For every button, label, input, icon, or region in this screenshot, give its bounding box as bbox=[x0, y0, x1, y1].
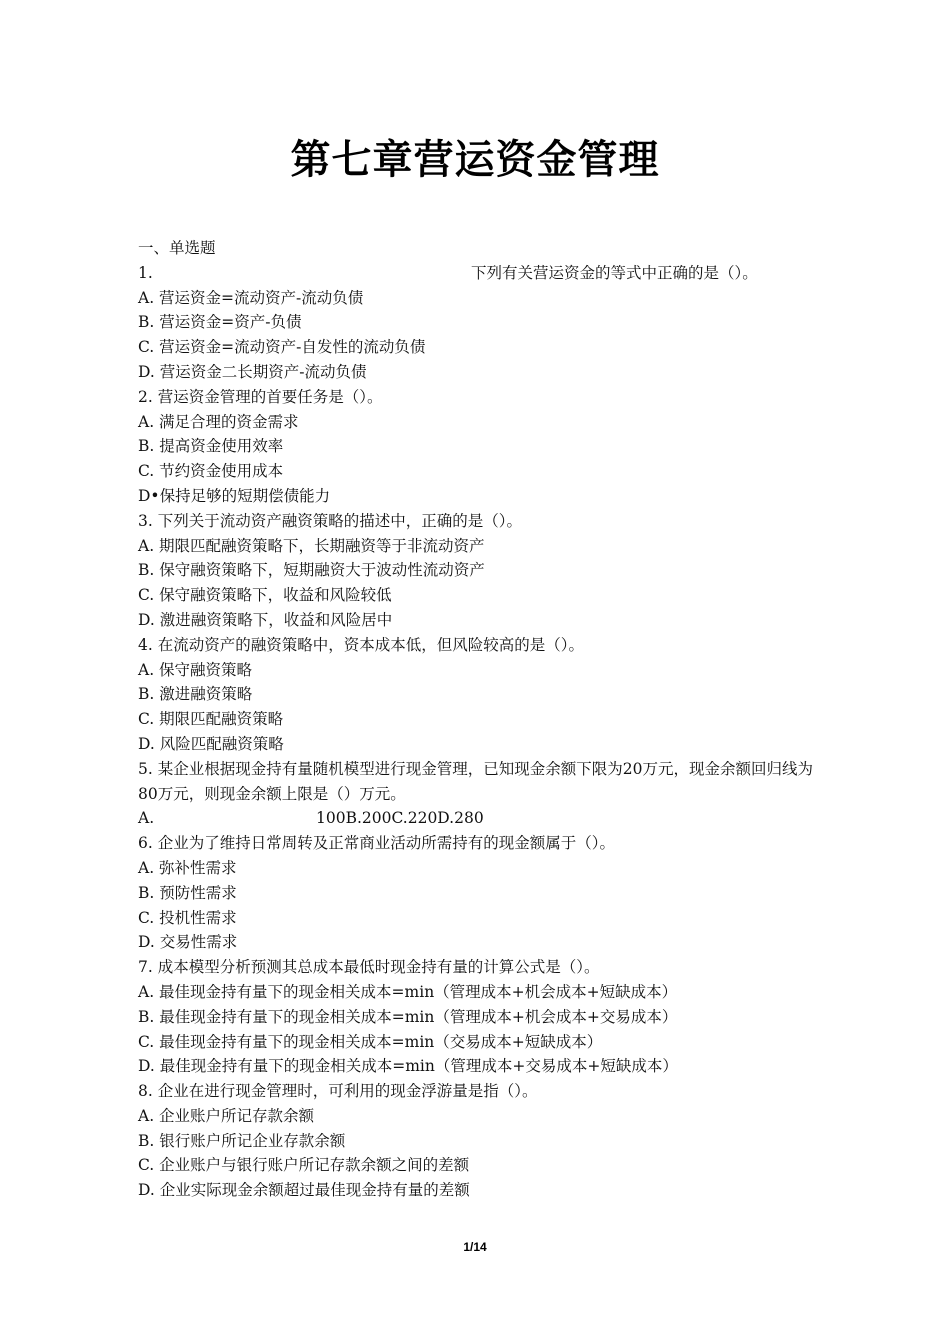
text-line: D. 交易性需求 bbox=[138, 933, 238, 952]
text-line: A. 企业账户所记存款余额 bbox=[138, 1106, 315, 1125]
text-line: C. 保守融资策略下，收益和风险较低 bbox=[138, 586, 392, 605]
section-heading: 一、单选题 bbox=[138, 239, 216, 257]
text-line: B. 提高资金使用效率 bbox=[138, 437, 284, 456]
page-number: 1/14 bbox=[463, 1240, 487, 1254]
page-title: 第七章营运资金管理 bbox=[290, 137, 660, 183]
text-line: A. 最佳现金持有量下的现金相关成本=min（管理成本+机会成本+短缺成本） bbox=[138, 982, 678, 1001]
text-line: A. 营运资金=流动资产-流动负债 bbox=[138, 288, 364, 307]
text-line: D. 企业实际现金余额超过最佳现金持有量的差额 bbox=[138, 1181, 470, 1200]
text-line: D. 风险匹配融资策略 bbox=[138, 734, 284, 753]
text-line: C. 期限匹配融资策略 bbox=[138, 710, 284, 729]
text-line: A. 保守融资策略 bbox=[138, 660, 253, 679]
text-line: B. 最佳现金持有量下的现金相关成本=min（管理成本+机会成本+交易成本） bbox=[138, 1007, 678, 1026]
text-line: 6. 企业为了维持日常周转及正常商业活动所需持有的现金额属于（）。 bbox=[138, 834, 615, 853]
question-number: 1. bbox=[138, 263, 153, 282]
question-list bbox=[138, 236, 828, 1203]
question-5-options bbox=[138, 806, 828, 831]
text-line: C. 最佳现金持有量下的现金相关成本=min（交易成本+短缺成本） bbox=[138, 1032, 603, 1051]
text-line: C. 节约资金使用成本 bbox=[138, 462, 284, 481]
text-line: A. 期限匹配融资策略下，长期融资等于非流动资产 bbox=[138, 536, 485, 555]
text-line: 8. 企业在进行现金管理时，可利用的现金浮游量是指（）。 bbox=[138, 1082, 538, 1101]
text-line: B. 营运资金=资产-负债 bbox=[138, 313, 302, 332]
text-line: 3. 下列关于流动资产融资策略的描述中，正确的是（）。 bbox=[138, 511, 522, 530]
text-line: D•保持足够的短期偿债能力 bbox=[138, 486, 331, 505]
text-line: C. 投机性需求 bbox=[138, 908, 237, 927]
text-line: C. 企业账户与银行账户所记存款余额之间的差额 bbox=[138, 1156, 470, 1175]
text-line: B. 银行账户所记企业存款余额 bbox=[138, 1131, 346, 1150]
option-label: A. bbox=[138, 809, 155, 828]
question-stem: 下列有关营运资金的等式中正确的是（）。 bbox=[471, 263, 758, 282]
question-5-stem: 5. 某企业根据现金持有量随机模型进行现金管理，已知现金余额下限为20万元，现金余额回归线为80万元，则现金余额上限是（）万元。 bbox=[138, 759, 813, 803]
text-line: C. 营运资金=流动资产-自发性的流动负债 bbox=[138, 338, 426, 357]
text-line: 7. 成本模型分析预测其总成本最低时现金持有量的计算公式是（）。 bbox=[138, 958, 600, 977]
text-line: A. 满足合理的资金需求 bbox=[138, 412, 299, 431]
text-line: D. 激进融资策略下，收益和风险居中 bbox=[138, 610, 393, 629]
text-line: D. 营运资金二长期资产-流动负债 bbox=[138, 362, 367, 381]
text-line: B. 激进融资策略 bbox=[138, 685, 253, 704]
block-q6-q8 bbox=[138, 831, 828, 1203]
block-q1-q4 bbox=[138, 286, 828, 757]
text-line: A. 弥补性需求 bbox=[138, 858, 237, 877]
text-line: D. 最佳现金持有量下的现金相关成本=min（管理成本+交易成本+短缺成本） bbox=[138, 1057, 678, 1076]
question-1 bbox=[138, 261, 828, 286]
text-line: 2. 营运资金管理的首要任务是（）。 bbox=[138, 387, 383, 406]
text-line: B. 预防性需求 bbox=[138, 883, 237, 902]
text-line: 4. 在流动资产的融资策略中，资本成本低，但风险较高的是（）。 bbox=[138, 635, 584, 654]
text-line: B. 保守融资策略下，短期融资大于波动性流动资产 bbox=[138, 561, 485, 580]
option-values: 100B.200C.220D.280 bbox=[316, 809, 484, 828]
